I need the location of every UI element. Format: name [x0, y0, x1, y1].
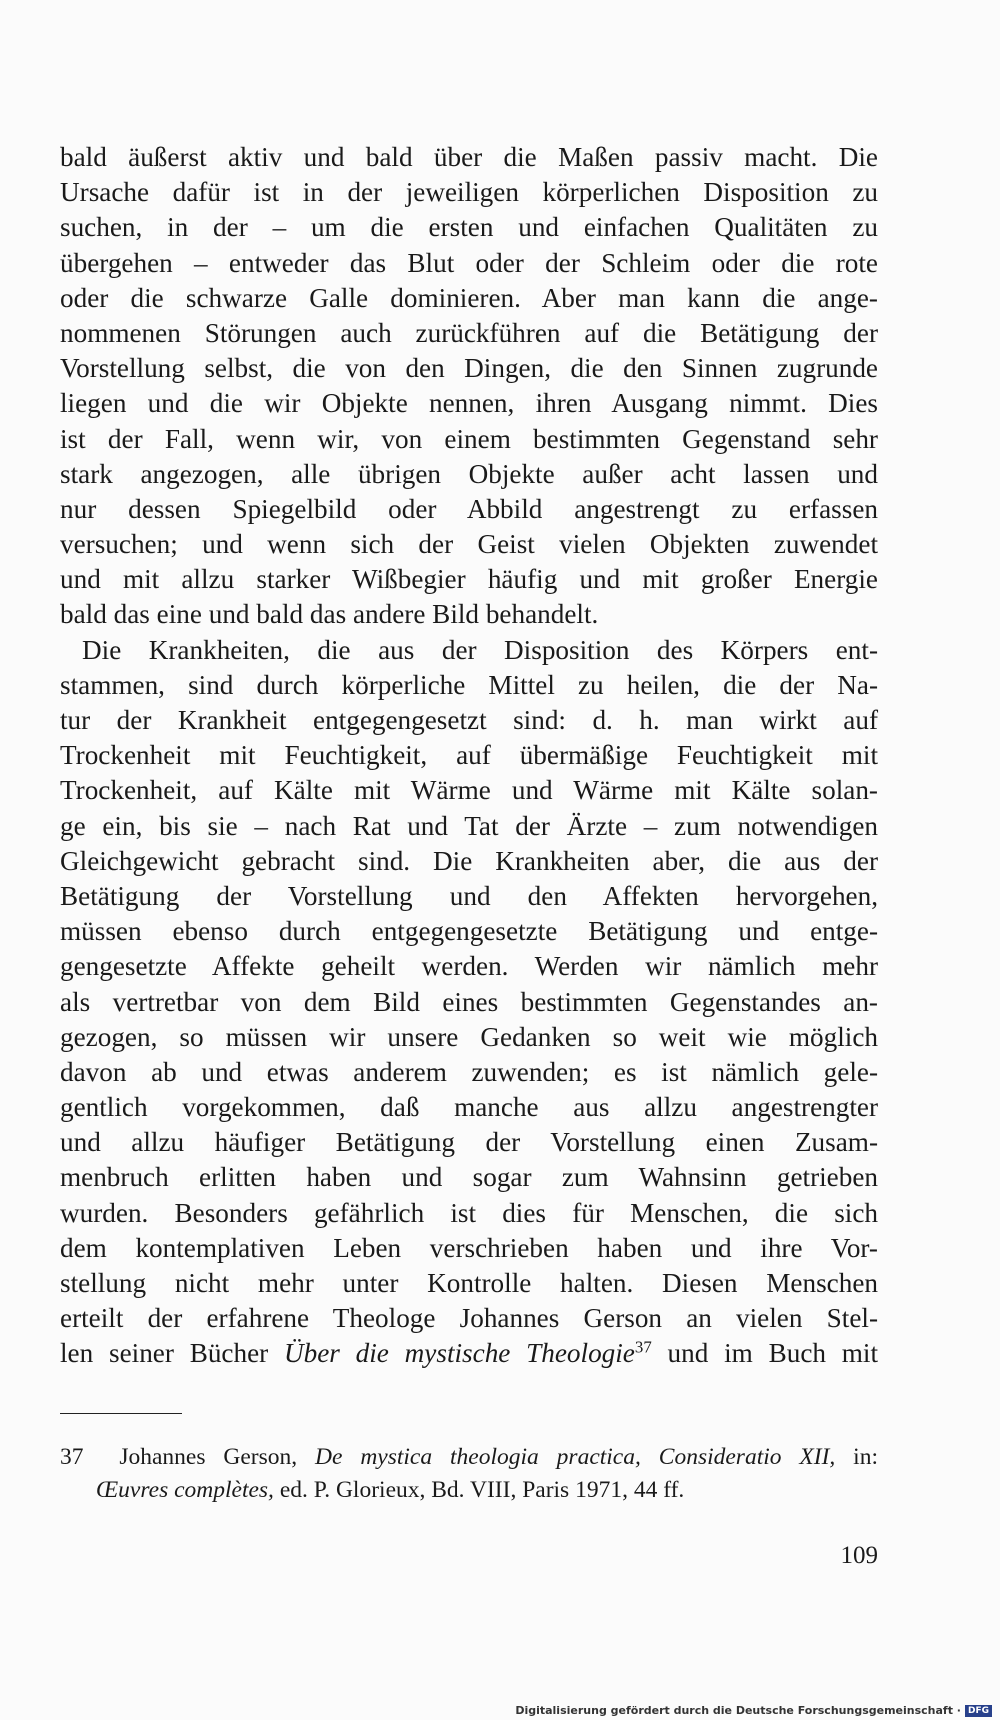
text-line: Gleichgewicht gebracht sind. Die Krankheiten aber, die aus der: [60, 845, 878, 876]
text-line: oder die schwarze Galle dominieren. Aber man kann die ange-: [60, 282, 878, 313]
text-segment: und im Buch mit: [651, 1338, 879, 1369]
page-number: 109: [840, 1542, 878, 1569]
main-text: [60, 140, 878, 1372]
text-line-with-footnote-ref: [60, 1336, 878, 1371]
footnote-reference[interactable]: 37: [634, 1338, 652, 1358]
text-line: Betätigung der Vorstellung und den Affekten hervorgehen,: [60, 880, 878, 911]
footnote-separator: [60, 1413, 182, 1414]
text-line: bald das eine und bald das andere Bild behandelt.: [60, 599, 599, 630]
text-line: Die Krankheiten, die aus der Disposition des Körpers ent-: [82, 634, 878, 665]
text-line: gentlich vorgekommen, daß manche aus allzu angestrengter: [60, 1092, 878, 1123]
text-line: stellung nicht mehr unter Kontrolle halten. Diesen Menschen: [60, 1268, 878, 1298]
text-line: nommenen Störungen auch zurückführen auf die Betätigung der: [60, 317, 878, 348]
text-line: liegen und die wir Objekte nennen, ihren Ausgang nimmt. Dies: [60, 388, 878, 419]
text-line: gengesetzte Affekte geheilt werden. Werden wir nämlich mehr: [60, 951, 878, 982]
text-line: und mit allzu starker Wißbegier häufig und mit großer Energie: [60, 564, 878, 595]
text-line: nur dessen Spiegelbild oder Abbild angestrengt zu erfassen: [60, 493, 878, 524]
text-line: gezogen, so müssen wir unsere Gedanken so weit wie möglich: [60, 1021, 878, 1052]
text-line: übergehen – entweder das Blut oder der Schleim oder die rote: [60, 247, 878, 278]
text-line: versuchen; und wenn sich der Geist vielen Objekten zuwendet: [60, 529, 878, 560]
text-line: bald äußerst aktiv und bald über die Maßen passiv macht. Die: [60, 142, 878, 172]
dfg-logo-icon: DFG: [965, 1705, 992, 1717]
text-line: Vorstellung selbst, die von den Dingen, die den Sinnen zugrunde: [60, 353, 878, 384]
footnote-title: De mystica theologia practica, Consideratio XII,: [315, 1444, 836, 1470]
book-title: Über die mystische Theologie: [284, 1338, 635, 1369]
text-line: menbruch erlitten haben und sogar zum Wahnsinn getrieben: [60, 1162, 878, 1193]
footnote-line: [60, 1441, 878, 1474]
text-line: stammen, sind durch körperliche Mittel zu heilen, die der Na-: [60, 669, 878, 700]
text-line: tur der Krankheit entgegengesetzt sind: d. h. man wirkt auf: [60, 705, 878, 735]
text-line: müssen ebenso durch entgegengesetzte Betätigung und entge-: [60, 916, 878, 947]
footnote-text: Johannes Gerson,: [119, 1444, 316, 1470]
text-line: ist der Fall, wenn wir, von einem bestimmten Gegenstand sehr: [60, 423, 878, 454]
text-line: ge ein, bis sie – nach Rat und Tat der Ärzte – zum notwendigen: [60, 810, 878, 841]
footnote-number: 37: [60, 1444, 84, 1470]
footnote-text: ed. P. Glorieux, Bd. VIII, Paris 1971, 44 ff.: [273, 1477, 685, 1503]
footnote-line: [60, 1474, 878, 1507]
text-line: als vertretbar von dem Bild eines bestimmten Gegenstandes an-: [60, 986, 878, 1017]
text-line: davon ab und etwas anderem zuwenden; es ist nämlich gele-: [60, 1056, 878, 1087]
text-line: und allzu häufiger Betätigung der Vorstellung einen Zusam-: [60, 1127, 878, 1158]
footnote-37: [60, 1441, 878, 1507]
text-line: Trockenheit, auf Kälte mit Wärme und Wärme mit Kälte solan-: [60, 775, 878, 806]
text-line: erteilt der erfahrene Theologe Johannes Gerson an vielen Stel-: [60, 1303, 878, 1334]
text-line: suchen, in der – um die ersten und einfachen Qualitäten zu: [60, 212, 878, 243]
footnote-text: in:: [835, 1444, 878, 1470]
credit-text: Digitalisierung gefördert durch die Deutsche Forschungsgemeinschaft ·: [515, 1704, 961, 1717]
text-segment: len seiner Bücher: [60, 1338, 284, 1369]
text-line: wurden. Besonders gefährlich ist dies für Menschen, die sich: [60, 1197, 878, 1228]
digitization-credit: [515, 1704, 992, 1717]
text-line: dem kontemplativen Leben verschrieben haben und ihre Vor-: [60, 1232, 878, 1263]
text-line: Trockenheit mit Feuchtigkeit, auf übermäßige Feuchtigkeit mit: [60, 740, 878, 771]
footnote-title: Œuvres complètes,: [96, 1477, 274, 1503]
text-line: stark angezogen, alle übrigen Objekte außer acht lassen und: [60, 458, 878, 489]
text-line: Ursache dafür ist in der jeweiligen körperlichen Disposition zu: [60, 177, 878, 208]
